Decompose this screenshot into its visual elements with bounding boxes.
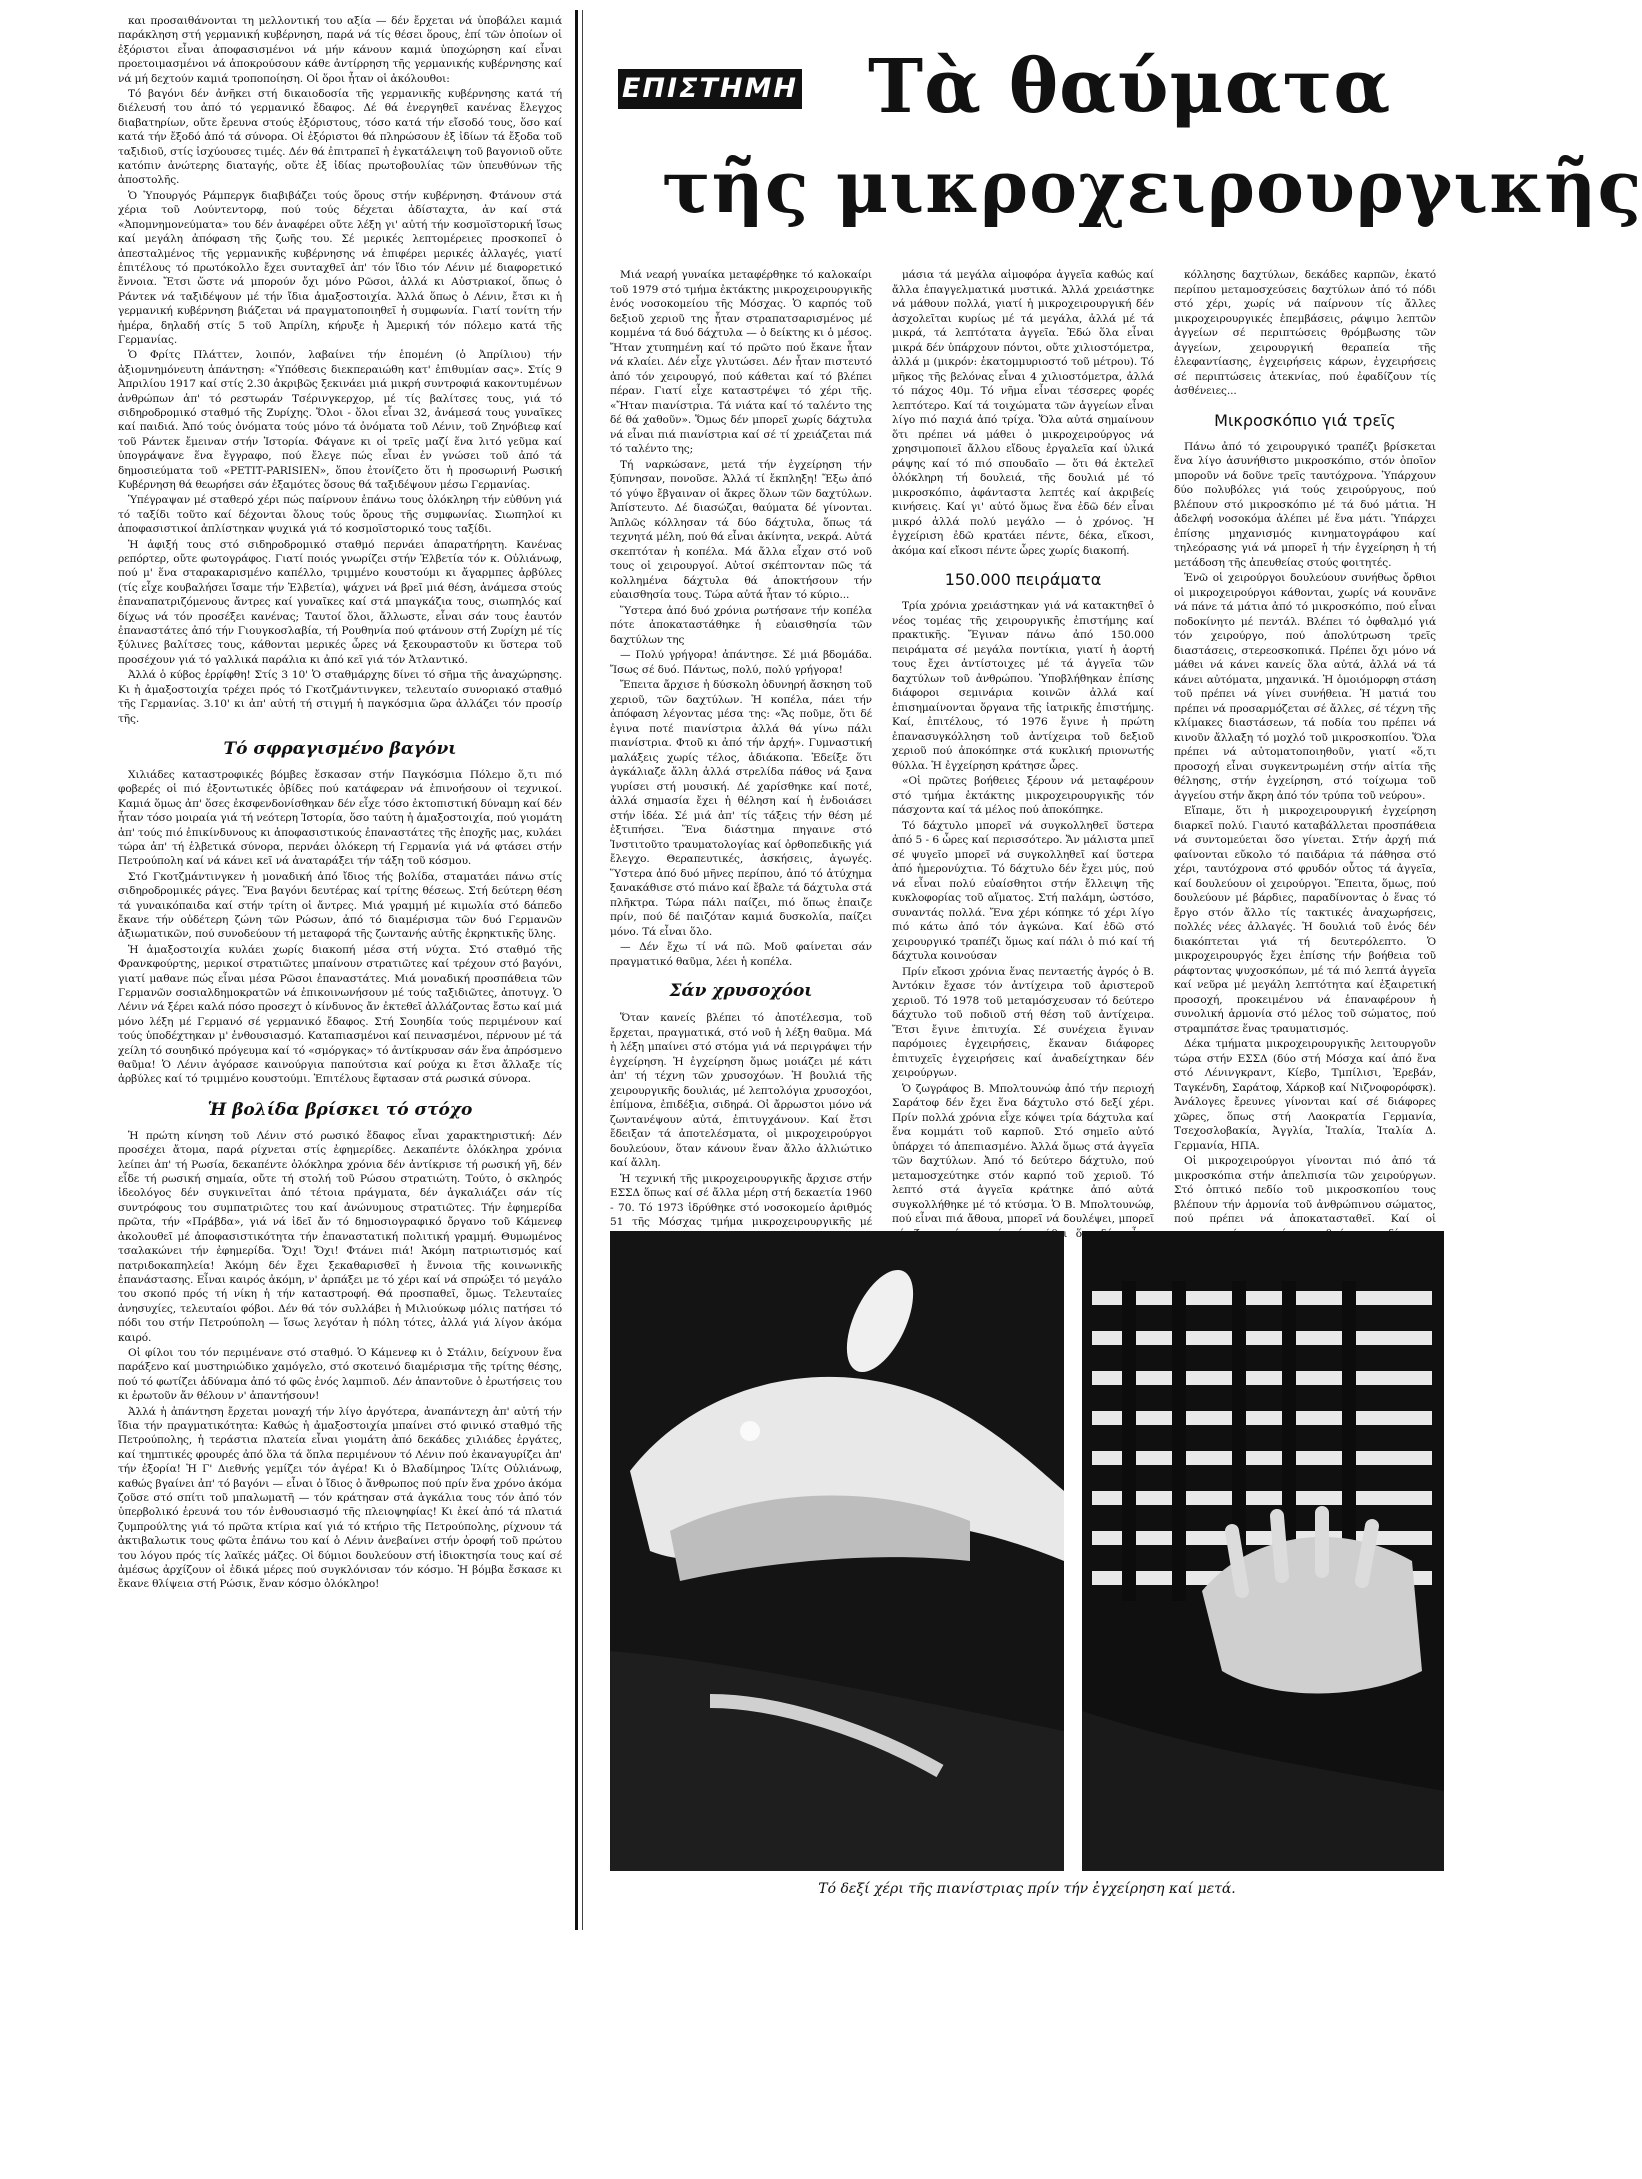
paragraph: — Πολύ γρήγορα! ἀπάντησε. Σέ μιά βδομάδα. Ἴσως σέ δυό. Πάντως, πολύ, πολύ γρήγορα! — [610, 649, 872, 676]
col3-paragraphs-a — [1174, 268, 1436, 399]
paragraph: Ἀλλά ὁ κύβος ἐρρίφθη! Στίς 3 10' Ὁ σταθμάρχης δίνει τό σῆμα τῆς ἀναχώρησης. Κι ἡ ἀμαξοστοιχία τρέχει πρός τό Γκοτζμάντινγκεν, τελευταίο συνοριακό σταθμό τῆς Γερμανίας. 3.10' κι ἀπ' αὐτή τή στιγμή ἡ παγκόσμια ὥρα ἀλλάζει τόν προσίρ τῆς. — [118, 669, 562, 725]
paragraph: κόλλησης δαχτύλων, δεκάδες καρπῶν, ἑκατό περίπου μεταμοσχεύσεις δαχτύλων ἀπό τό πόδι στό χέρι, χωρίς νά παίρνουν τίς ἄλλες μικροχειρουργικές ἐπεμβάσεις, ράψιμο λεπτῶν ἀγγείων σέ περιπτώσεις θρόμβωσης τῶν ἀγγείων, χειρουργική θεραπεία τῆς ἐλεφαντίασης, ἐγχειρήσεις κάρων, ἐγχειρήσεις σέ περιπτώσεις ἀτεκνίας, πού ἐφαδίζουν τίς ἀσθένειες... — [1174, 269, 1436, 397]
left-subhead-bolide: Ἡ βολίδα βρίσκει τό στόχο — [207, 1099, 473, 1120]
paragraph: «Οἱ πρῶτες βοήθειες ξέρουν νά μεταφέρουν στό τμήμα ἐκτάκτης μικροχειρουργικῆς τόν πάσχοντα καί τά μέλος πού ἀποκόπηκε. — [892, 775, 1154, 816]
paragraph: Τρία χρόνια χρειάστηκαν γιά νά κατακτηθεῖ ὁ νέος τομέας τῆς χειρουργικῆς ἐπιστήμης καί πρακτικῆς. Ἔγιναν πάνω ἀπό 150.000 πειράματα σέ μεγάλα ποντίκια, γιατί ἡ ἀορτή τους ἔχει ἀντίστοιχες μέ τά ἀγγεῖα τῶν δαχτύλων τοῦ ἀνθρώπου. Ὑποβλήθηκαν ἐπίσης διάφοροι σεμινάρια κοινῶν ἀλλά καί ἐπισημαίνονται ὅργανα τῆς ἰατρικῆς ἐπιστήμης. Καί, ἐπιτέλους, τό 1976 ἔγινε ἡ πρώτη ἐπανασυγκόλληση τοῦ ἀντίχειρα τοῦ δεξιοῦ χεριοῦ πού ἀποκόπηκε στά κυκλική πριονωτής θύλλα. Ἡ ἐγχείρηση κράτησε ὧρες. — [892, 600, 1154, 772]
column-divider — [575, 10, 578, 1930]
paragraph: Ἡ ἀμαξοστοιχία κυλάει χωρίς διακοπή μέσα στή νύχτα. Στό σταθμό τῆς Φρανκφούρτης, μερικοί στρατιῶτες μπαίνουν στρατιῶτες καί τρέχουν στό βαγόνι, γιατί μαθανε πώς εἶναι μέσα Ρῶσοι ἐπαναστάτες. Μιά μοναδική προσπάθεια τῶν Γερμανῶν σοσιαλδημοκρατῶν νά ἐπικοινωνήσουν μέ τούς ταξιδιῶτες, ἀποτυγχ. Ὁ Λένιν νά ξέρει καλά πόσο προσεχτ ὁ κίνδυνος ἄν ἐκτεθεῖ ἀλλάζοντας ἔστω καί μιά μόνο λέξη μέ Γερμανό σέ γερμανικό ἔδαφος. Στή Σουηδία τούς περιμένουν καί τούς ὑποδέχτηκαν μ' ἐνθουσιασμό. Καταπιασμένοι καί πεινασμένοι, πέρνουν μέ τά χείλη τό σουηδικό πρόγευμα καί τό «σμόργκας» τό ἀντίκρυσαν σάν ἕνα ἀπρόσμενο θαῦμα! Ὁ Λένιν ἀγόρασε καινούργια παπούτσια καί ρούχα κι ἔτσι ἄλλαξε τίς ἀρβύλες καί τό τριμμένο κουστούμι. Ἐπιτέλους ἔφτασαν στά ρωσικά σύνορα. — [118, 943, 562, 1086]
paragraph: Ὕστερα ἀπό δυό χρόνια ρωτήσανε τήν κοπέλα πότε ἀποκαταστάθηκε ἡ εὐαισθησία τῶν δαχτύλων της — [610, 604, 872, 646]
paragraph: Ὑπέγραψαν μέ σταθερό χέρι πώς παίρνουν ἐπάνω τους ὁλόκληρη τήν εὐθύνη γιά τό ταξίδι τοῦτο καί δέχονται ὅλους τούς ὅρους τῆς συμφωνίας. Σιωπηλοί κι ἀποφασιστικοί ἀπλίστηκαν ψυχικά γιά τό κοσμοϊστορικό τους ταξίδι. — [118, 494, 562, 536]
column-divider-thin — [582, 10, 583, 1930]
paragraph: Ὁ Ὑπουργός Ράμπεργκ διαβιβάζει τούς ὅρους στήν κυβέρνηση. Φτάνουν στά χέρια τοῦ Λούντεντορφ, πού τούς δέχεται ἀδίσταχτα, ἀν καί στά «Ἀπομνημονεύματα» του δέν ἀναφέρει οὔτε λέξη γι' αὐτή τήν κοσμοϊστορική ἴσως καί μεγάλη ἀπόφαση τῆς ζωῆς του. Σέ μερικές λεπτομέρειες προσκοπεῖ ὁ ἀπεσταλμένος τῆς γερμανικῆς κυβέρνησης νά ἐπιφέρει μερικές ἀλλαγές, γιατί ἐπιτέλους τό πρωτόκολλο ἔχει συνταχθεῖ ἀπ' τόν ἴδιο τόν Λένιν μέ διαφορετικό ἔννοια. Ἔτσι ὥστε νά μπορούν ὄχι μόνο Ρῶσοι, ἀλλά κι Αὐστριακοί, ὅπως ὁ Ράντεκ νά ταξιδέψουν μέ τήν ἴδια ἀμαξοστοιχία. Ἀλλά ὅπως ὁ Λένιν, ἔτσι κι ἡ γερμανική κυβέρνηση βιάζεται νά πραγματοποιηθεῖ ἡ συμφωνία. Γιατί τονίτη τήν ἡμέρα, δηλαδή στίς 5 τοῦ Ἀπρίλη, κήρυξε ἡ Ἀμερική τόν πόλεμο κατά τῆς Γερμανίας. — [118, 189, 562, 346]
right-article — [610, 36, 1642, 1936]
col2-paragraphs-b — [892, 599, 1154, 1271]
photo-caption: Τό δεξί χέρι τῆς πιανίστριας πρίν τήν ἐγχείρηση καί μετά. — [818, 1881, 1236, 1897]
paragraph: Ἡ πρώτη κίνηση τοῦ Λένιν στό ρωσικό ἔδαφος εἶναι χαρακτηριστική: Δέν προσέχει ἄτομα, παρά ρίχνεται στίς ἐφημερίδες. Δεκαπέντε ὁλόκληρα χρόνια λείπει ἀπ' τή Ρωσία, δεκαπέντε ὁλόκληρα χρόνια δέν ἀντίκρισε τή ρωσική γῆ, δέν εἶδε τή ρωσική σημαία, οὔτε τή στολή τοῦ Ρώσου στρατιώτη. Τούτο, ὁ σκληρός ἰδεολόγος δέν συγκινεῖται ἀπό τέτοια πράγματα, δέν ἀγκαλιάζει σάν τίς συντρόφους του συμπατριῶτες του καί ἀνώνυμους στρατιῶτες. Τήν ἐφημερίδα πρῶτα, τήν «Πράβδα», γιά νά ἰδεῖ ἄν τό δημοσιογραφικό ὄργανο τοῦ Κάμενεφ ἀκολουθεῖ μέ ἀποφασιστικότητα τήν ἐπαναστατική πολιτική γραμμή. Θυμωμένος τσαλακώνει τήν ἐφημερίδα. Ὄχι! Ὄχι! Φτάνει πιά! Ἀκόμη πατριωτισμός καί πατριδοκαπηλεία! Ἀκόμη δέν ἔχει ξεκαθαρισθεῖ ἡ ἔννοια τῆς κοινωνικῆς ἐπανάστασης. Εἶναι καιρός ἀκόμη, ν' ἀρπάξει με τό χέρι καί νά σπρώξει τό μεγάλο του σκοπό πρός τή νίκη ἡ τήν καταστροφή. Θά προσπαθεῖ, ὅμως. Τελευταίες ἀνησυχίες, τελευταίοι φόβοι. Δέν θά τόν συλλάβει ἡ Μιλιούκωφ μόλις πατήσει τό πόδι του στήν Πετρούπολη — ἴσως λεγόταν ἡ πόλη τότες, ἀλλά γιά λίγον ἀκόμα καιρό. — [118, 1129, 562, 1344]
hand-before-image — [610, 1231, 1064, 1871]
photo-hand-after-piano — [1082, 1231, 1444, 1871]
paragraph: Μιά νεαρή γυναίκα μεταφέρθηκε τό καλοκαίρι τοῦ 1979 στό τμήμα ἐκτάκτης μικροχειρουργικῆς ἑνός νοσοκομείου τῆς Μόσχας. Ὁ καρπός τοῦ δεξιοῦ χεριοῦ της ἦταν στραπατσαρισμένος μέ κομμένα τά δυό δάχτυλα — ὁ δείκτης κι ὁ μέσος. Ἤταν χτυπημένη καί τό πρῶτο πού ἔκανε ἦταν νά κλαίει. Δέν εἶχε γλυτώσει. Δέν ἦταν πιστευτό ἀπό τόν χειρουργό, πού κάθεται καί τό βλέπει πέραν. Γιατί εἶχε καταστρέψει τό χέρι τῆς. «Ἤταν πιανίστρια. Τά νιάτα καί τό ταλέντο της δέ θά χαθοῦν». Ὅμως δέν μπορεῖ χωρίς δάχτυλα νά εἶναι πιά πιανίστρια καί σέ τί χρειάζεται πιά τό ταλέντο της; — [610, 269, 872, 455]
paragraph: Ἡ τεχνική τῆς μικροχειρουργικῆς ἄρχισε στήν ΕΣΣΔ ὅπως καί σέ ἄλλα μέρη στή δεκαετία 1960 - 70. Τό 1973 ἱδρύθηκε στό νοσοκομείο ἀριθμός 51 τῆς Μόσχας τμήμα μικροχειρουργικῆς μέ — [610, 1172, 872, 1228]
col3-paragraphs-b — [1174, 440, 1436, 1271]
paragraph: Ἔπειτα ἄρχισε ἡ δύσκολη ὀδυνηρή ἄσκηση τοῦ χεριοῦ, τῶν δαχτύλων. Ἡ κοπέλα, πάει τήν ἀπόφαση λέγοντας μέσα της: «Ἄς ποῦμε, ὅτι δέ ἐγινα ποτέ πιανίστρια ἀλλά θά γίνω πάλι πιανίστρια. Φτοῦ κι ἀπό τήν ἀρχή». Γυμναστική μαλάξεις χωρίς τέλος, ἀδιάκοπα. Ἐδείξε ὅτι ἀγκάλιαζε ἄλλη ἀλλά στρελίδα πάθος νά ξανα γυρίσει στή μουσική. Δέ χαρίσθηκε καί ποτέ, ἀλλά σημασία ἔχει ἡ θέληση καί ἡ ἐνδοιάσει στήν ἰδέα. Σέ μιά ἀπ' τίς τάξεις τήν θέση μέ ἐξτιπήσει. Ἕνα διάστημα πηγαινε στό Ἰνστιτοῦτο τραυματολογίας καί ὀρθοπεδικῆς γιά ἔλεγχο. Θεραπευτικές, ἀσκήσεις, ἀγωγές. Ὕστερα ἀπό δυό μῆνες περίπου, ἀπό τό ἀτύχημα ξανακάθισε στό πιάνο καί ἔβαλε τά δάχτυλα στά πλῆκτρα. Τώρα πάλι παίζει, πιό ὅπως ἐπαιζε πρίν, πού δέ παιζόταν καμιά δυσκολία, παίζει μόνο. Τά εἶναι ὅλο. — [610, 679, 872, 938]
paragraph: Πάνω ἀπό τό χειρουργικό τραπέζι βρίσκεται ἕνα λίγο ἀσυνήθιστο μικροσκόπιο, στόν ὁποῖον μποροῦν νά δοῦνε τρεῖς ταυτόχρονα. Ὑπάρχουν δύο πολυβόλες γιά τούς χειρούργους, πού βλέπουν στό μικροσκόπιο μέ τά δυό μάτια. Ἡ ἀδελφή νοσοκόμα ἀλέπει μέ ἕνα μάτι. Ὑπάρχει ἐπίσης μηχανισμός κινηματογράφου καί τηλεόρασης γιά νά μπορεῖ ἡ τήν ἐγχείρηση ἡ τή μετάδοση τῆς ἀπευθείας στούς φοιτητές. — [1174, 440, 1436, 569]
paragraph: Πρίν εἴκοσι χρόνια ἕνας πενταετής ἀγρός ὁ Β. Ἀντόκιν ἔχασε τόν ἀντίχειρα τοῦ ἀριστεροῦ χεριοῦ. Τό 1978 τοῦ μεταμόσχευσαν τό δεύτερο δάχτυλο τοῦ ποδιοῦ στή θέση τοῦ ἀντίχειρα. Ἔτσι ἔγινε ἐπιτυχία. Σέ συνέχεια ἔγιναν παρόμοιες ἐγχειρήσεις, ἔκαναν διάφορες ἐπιτυχεῖς ἐγχειρήσεις καί ἀναδείχτηκαν δέν χειρούργων. — [892, 965, 1154, 1079]
paragraph: — Δέν ἔχω τί νά πῶ. Μοῦ φαίνεται σάν πραγματικό θαῦμα, λέει ἡ κοπέλα. — [610, 941, 872, 968]
left-paragraphs-2 — [118, 768, 562, 1087]
paragraph: Ὁ ζωγράφος Β. Μπολτουνώφ ἀπό τήν περιοχή Σαράτοφ δέν ἔχει ἕνα δάχτυλο στό δεξί χέρι. Πρίν πολλά χρόνια εἶχε κόψει τρία δάχτυλα καί ἕνα κομμάτι τοῦ καρποῦ. Στό σημεῖο αὐτό ὑπάρχει τό ἀπεπιασμένο. Ἀλλά ὅμως στά ἀγγεῖα τῶν δαχτύλων. Ἀπό τό δεύτερο δάχτυλο, πού μεταμοσχεύτηκε στόν καρπό τοῦ χεριοῦ. Τό λεπτό στά ἀγγεῖα κράτηκε ἀπό αὐτά συγκολλήθηκε μέ τό κτύσμα. Ὁ Β. Μπολτουνώφ, πού εἶναι πιά ἄθουα, μπορεῖ νά δουλέψει, μπορεῖ — [892, 1082, 1154, 1225]
left-paragraphs-3 — [118, 1129, 562, 1592]
paragraph: Ὁ Φρίτς Πλάττεν, λοιπόν, λαβαίνει τήν ἑπομένη (ὁ Ἀπρίλιου) τήν ἀξιομνημόνευτη ἀπάντηση: «Ὑπόθεσις διεκπεραιώθη κατ' ἐπιθυμίαν σας». Στίς 9 Ἀπριλίου 1917 καί στίς 2.30 ἀκριβῶς ξεκινάει μιά μικρή συντροφιά κακοντυμένων ἀνθρώπων ἀπ' τό ρεστωράν Τσέρινγκερχορ, μέ τίς βαλίτσες τους, γιά τό σιδηροδρομικό σταθμό τῆς Ζυρίχης. Ὅλοι - ὅλοι εἶναι 32, ἀνάμεσά τους γυναῖκες καί παιδιά. Ἀπό τούς ὀνόματα τούς μόνο τά ὀνόματα τοῦ Λένιν, τοῦ Ζηνόβιεφ καί τοῦ Ράντεκ ἔμειναν στήν Ἱστορία. Φάγανε κι οἱ τρεῖς μαζί ἕνα λιτό γεῦμα καί ὑπογράψανε ἕνα ἔγγραφο, πού ἔλεγε πώς εἶναι ἐν γνώσει τοῦ ἀπό τά δημοσιεύματα τοῦ «ΡΕΤΙΤ-PARISIEN», ὅπου ἐτονίζετο ὅτι ἡ προσωρινή Ρωσική Κυβέρνηση θά θεωρήσει σάν ἐξαμότες ὅσους θά ταξιδέψουν μέσω Γερμανίας. — [118, 349, 562, 491]
section-rubric: ΕΠΙΣΤΗΜΗ — [618, 69, 802, 109]
paragraph: Τή ναρκώσανε, μετά τήν ἐγχείρηση τήν ξύπνησαν, πονοῦσε. Ἀλλά τί ἔκπληξη! Ἔξω ἀπό τό γύψο ἔβγαιναν οἱ ἄκρες ὅλων τῶν δαχτύλων. Ἀπίστευτο. Δέ διασώζαι, θαύματα δέ γίνονται. Ἁπλῶς κόλλησαν τά δύο δάχτυλα, ὅπως τά τεχνητά μέλη, πού θά εἶναι ἀκίνητα, νεκρά. Αὐτά σκεπτόταν ἡ κοπέλα. Μά ἄλλα εἶχαν στό νοῦ τους οἱ χειρουργοί. Αὐτοί σκέπτονταν πῶς τά κολλημένα δάχτυλα θά ἀποκτήσουν τήν εὐαισθησία τους. Τώρα αὐτά ἦταν τό κύριο... — [610, 458, 872, 601]
paragraph: Ὅταν κανείς βλέπει τό ἀποτέλεσμα, τοῦ ἔρχεται, πραγματικά, στό νοῦ ἡ λέξη θαῦμα. Μά ἡ λέξη μπαίνει στό στόμα γιά νά περιγράψει τήν ἐγχείρηση. Ἡ ἐγχείρηση ὅμως μοιάζει μέ κάτι ἀπ' τή τέχνη τῶν χρυσοχόων. Ἡ βουλιά τῆς χειρουργικῆς δουλιάς, μέ λεπτολόγια χρυσοχόοι, ἐπίμονα, ἐπιδέξια, σιδηρά. Οἱ ἄρρωστοι μόνο νά ζωντανέψουν αὐτά, ἐπιτυγχάνουν. Καί ἔτσι ἔδειξαν τά ἀποτελέσματα, οἱ μικροχειρούργοι δουλεύουν, ὅταν κάνουν ἕναν ἄλλο ἀλλιώτικο καί ἄλλη. — [610, 1012, 872, 1169]
paragraph: μάσια τά μεγάλα αἱμοφόρα ἀγγεῖα καθώς καί ἄλλα ἐπαγγελματικά μυστικά. Ἀλλά χρειάστηκε νά μάθουν πολλά, γιατί ἡ μικροχειρουργική δέν ἀσχολεῖται κυρίως μέ τά μεγάλα, ἀλλά μέ τά μικρά, τά λεπτότατα ἀγγεῖα. Ἐδώ ὅλα εἶναι μικρά δέν ὑπάρχουν πόντοι, οὔτε χιλιοστόμετρα, ἀλλά μ (μικρόν: ἑκατομμυριοστό τοῦ μέτρου). Τό μῆκος τῆς βελόνας εἶναι 4 χιλιοστόμετρα, ἀλλά τό πάχος 40μ. Τό νῆμα εἶναι τέσσερες φορές λεπτότερο. Καί τά τοιχώματα τῶν ἀγγείων εἶναι λίγο πιό παχιά ἀπό τρίχα. Ὅλα αὐτά σημαίνουν ὅτι πρέπει νά μάθει ὁ μικροχειρούργος νά χρησιμοποιεῖ ἄλλου εἴδους ἐργαλεῖα καί ὑλικά ράψης καί τό πιό σπουδαῖο — ὅτι θά ἐκτελεῖ ὁλόκληρη τή δουλειά, τῆς δουλιά μέ τό μικροσκόπιο, ἀφάνταστα λεπτές καί ἀκριβείς κινήσεις. Καί γι' αὐτό ὅμως ἕνα ἐδῶ δέν εἶναι μικρό ἀλλά πολύ μεγάλο — ὁ χρόνος. Ἡ ἐγχείριση ἐδῶ κρατάει πέντε, δέκα, εἴκοσι, ἀκόμα καί εἴκοσι πέντε ὧρες χωρίς διακοπή. — [892, 269, 1154, 557]
left-paragraphs-1 — [118, 14, 562, 726]
paragraph: Τό δάχτυλο μπορεῖ νά συγκολληθεῖ ὕστερα ἀπό 5 - 6 ὧρες καί περισσότερο. Ἄν μάλιστα μπεῖ σέ ψυγεῖο μπορεῖ νά συγκολληθεῖ καί ὕστερα ἀπό ἡμερονύχτια. Τό δάχτυλο δέν ἔχει μύς, πού νά εἶναι πολύ εὐαίσθητοι στήν ἔλλειψη τῆς κυκλοφορίας τοῦ αἵματος. Στή παλάμη, ὡστόσο, συναντάς πολλά. Ἔνα χέρι κόπηκε τό χέρι λίγο πιό κάτω ἀπό τόν ἀγκώνα. Καί ἐδῶ στό χειρουργικό τραπέζι ὅμως καί πάλι ὁ πιό καί τή δάχτυλα κοινούσαν — [892, 819, 1154, 962]
left-article — [118, 14, 562, 1929]
paragraph: Χιλιάδες καταστροφικές βόμβες ἔσκασαν στήν Παγκόσμια Πόλεμο ὅ,τι πιό φοβερές οἱ πιό ἐξοντωτικές ὀβίδες πού κατάφεραν νά ἐπινοήσουν οἱ τεχνικοί. Καμιά ὅμως ἀπ' ὅσες ἐκσφενδονίσθηκαν δέν εἶχε τόσο ἐκτοπιστική δύναμη καί δέν ἦταν τόσο μοιραία γιά τή νεότερη Ἱστορία, ὅσο ταύτη ἡ ἀμαξοστοιχία, πού γιομάτη ἀπ' τούς πιό ἐπικίνδυνους κι ἀποφασιστικούς ἐπαναστάτες τῆς ἐποχῆς μας, κυλάει τώρα ἀπ' τή ἑλβετικά σύνορα, περνάει ὁλόκερη τή Γερμανία γιά νά φτάσει στήν Πετρούπολη καί νά κάνει κεῖ νά ἀναταράξει τήν τάξη τοῦ κόσμου. — [118, 768, 562, 868]
article-header — [610, 36, 1642, 266]
headline-line-1: Τὰ θαύματα — [868, 44, 1392, 130]
photo-strip — [610, 1231, 1444, 1871]
photo-hand-before — [610, 1231, 1064, 1871]
paragraph: Οἱ φίλοι του τόν περιμένανε στό σταθμό. Ὁ Κάμενεφ κι ὁ Στάλιν, δείχνουν ἕνα παράξενο καί μυστηριώδικο χαμόγελο, στό σκοτεινό διαμέρισμα τῆς τρίτης θέσης, πού τό φωτίζει ἀδύναμα ἀπό τό φῶς ἑνός λαμπιοῦ. Δέν ἀπαντοῦνε ὁ ἐρωτήσεις του κι ἐρωτοῦν ἄν θέλουν ν' ἀπαντήσουν! — [118, 1346, 562, 1403]
headline-line-2: τῆς μικροχειρουργικῆς — [662, 144, 1642, 229]
subhead-microscope: Μικροσκόπιο γιά τρεῖς — [1214, 410, 1396, 430]
col1-paragraphs-a — [610, 268, 872, 969]
paragraph: και προσαιθάνονται τη μελλοντική του αξία — δέν ἔρχεται νά ὑποβάλει καμιά παράκληση στή γερμανική κυβέρνηση, παρά νά τίς θέσει ὅρους, ἐπί τῶν ὁποίων οἱ ἐξόριστοι εἶναι ἀποφασισμένοι νά μήν κάνουν καμιά ὑποχώρηση καί εἶναι προετοιμασμένοι νά ἀποκρούσουν κάθε ἀντίρρηση τῆς γερμανικής κυβέρνησης καί νά μή δεχτούν καμιά τροποποίηση. Οἱ ὅροι ἦταν οἱ ἀκόλουθοι: — [118, 15, 562, 85]
paragraph: Εἴπαμε, ὅτι ἡ μικροχειρουργική ἐγχείρηση διαρκεῖ πολύ. Γιαυτό καταβάλλεται προσπάθεια νά συντομεύεται ὅσο γίνεται. Στήν ἀρχή πιά φαίνονται εὔκολο τό παιδάρια τά πάθησα στό χέρι, ταυτόχρονα στό φρυδόν οὗτος τά ἀγγεῖα, καί δουλεύουν οἱ χειρούργοι. Ἔπειτα, ὅμως, πού δουλεύουν μέ βάρδιες, παραδίνοντας ὁ ἕνας τό ἔργο στόν ἄλλο τίς τακτικές ἀναχωρήσεις, πολλές νέες ἀλλαγές. Ἡ δουλιά τοῦ ἑνός δέν διακόπτεται γιά τή δευτερόλεπτο. Ὁ μικροχειρουργός ἔχει ἐπίσης τήν βοήθεια τοῦ ράφτοντας ψυχοσκόπων, μέ τά πιό λεπτά ἀγγεῖα καί νεῦρα μέ μεγάλη λεπτότητα καί ἐξαιρετική προσοχή, προκειμένου νά ἐπαναφέρουν ἡ συνολική ἁρμονία στό μέλος τοῦ σώματος, πού στραμπάτσε ἕνας τραυματισμός. — [1174, 805, 1436, 1035]
left-subhead-sealed-wagon: Τό σφραγισμένο βαγόνι — [223, 738, 457, 759]
col2-paragraphs-a — [892, 268, 1154, 558]
paragraph: Στό Γκοτζμάντινγκεν ἡ μοναδική ἀπό ἴδιος τής βολίδα, σταματάει πάνω στίς σιδηροδρομικές ράγες. Ἕνα βαγόνι δευτέρας καί τρίτης θέσεως. Στή δεύτερη θέση τά γυναικόπαιδα καί στήν τρίτη οἱ ἄντρες. Μιά γραμμή μέ κιμωλία στό δάπεδο ἔκανε τήν οὐδέτερη ζώνη τῶν Ρώσων, ἀπό τό διαμέρισμα τῶν δυό Γερμανῶν ἀξιωματικῶν, πού συνοδεύουν τή μεταφορά τῆς ζωντανής αὐτῆς ἐκρηκτικῆς ὕλης. — [118, 870, 562, 941]
subhead-experiments: 150.000 πειράματα — [944, 570, 1102, 589]
paragraph: Οἱ μικροχειρούργοι γίνονται πιό ἀπό τά μικροσκόπια στήν ἀπελπισία τῶν χειρούργων. Στό ὀπτικό πεδίο τοῦ μικροσκοπίου τους βλέπουν τήν ἁρμονία τοῦ ἀνθρώπινου σώματος, πού πρέπει νά ἀποκατασταθεῖ. Καί οἱ — [1174, 1155, 1436, 1225]
paragraph: Δέκα τμήματα μικροχειρουργικῆς λειτουργοῦν τώρα στήν ΕΣΣΔ (δύο στή Μόσχα καί ἀπό ἕνα στό Λένινγκραντ, Κίεβο, Τμπίλισι, Ἐρεβάν, Ταγκένδη, Σαράτοφ, Χάρκοβ καί Νιζνοφορόφσκ). Ἀνάλογες ἔρευνες γίνονται καί σέ διάφορες χῶρες, ὅπως στή Λαοκρατία Γερμανία, Τσεχοσλοβακία, Ἀγγλία, Ἰταλία, Ἰταλία Δ. Γερμανία, ΗΠΑ. — [1174, 1038, 1436, 1152]
article-columns — [610, 268, 1444, 1233]
article-column-1 — [610, 268, 872, 1233]
piano-hand-image — [1082, 1231, 1444, 1871]
article-column-2 — [892, 268, 1154, 1233]
subhead-goldsmiths: Σάν χρυσοχόοι — [669, 981, 813, 1001]
article-column-3 — [1174, 268, 1436, 1233]
paragraph: Ἀλλά ἡ ἀπάντηση ἔρχεται μοναχή τήν λίγο ἀργότερα, ἀναπάντεχη ἀπ' αὐτή τήν ἴδια τήν πραγματικότητα: Καθώς ἡ ἀμαξοστοιχία μπαίνει στό φινικό σταθμό τῆς Πετρούπολης, ἡ τεράστια πλατεία εἶναι γιομάτη ἀπό δεκάδες χιλιάδες ἐργάτες, καί τημπτικές φρουρές ἀπό ὅλα τά ὅπλα περιμένουν τό Λένιν πού ἐκαναγυρίζει ἀπ' τήν ἐξορία! Ἡ Γ' Διεθνής γεμίζει τόν ἀγέρα! Κι ὁ Βλαδίμηρος Ἰλίτς Οὐλιάνωφ, καθώς βγαίνει ἀπ' τό βαγόνι — εἶναι ὁ ἴδιος ὁ ἄνθρωπος πού πρίν ἕνα χρόνο ἀκόμα ζοῦσε στό σπίτι τοῦ μπαλωματῆ — τόν κράτησαν στά ἀγκάλια τους τόν ἀπό τόν ὑπερβολικό ἐρευνά του τόν ἐνθουσιασμό τῆς πλειοψηφίας! Κι ἐκεί ἀπό τά πλατιά ζυμπρούλτης γιά τό πρῶτα κτίρια καί γιά τό κτήριο τῆς Πετρούπολης, ρίχνουν τά ἀκτιβαλωτικ τους φῶτα ἐπάνω του καί ὁ Λένιν ἀνεβαίνει στήν ὀροφή τοῦ πρώτου του λόγου πρός τίς λαϊκές μάζες. Οἱ δύμιοι δουλεύουν στή ἱδιοκτησία τους καί σέ ἀμέσως ἀρχίζουν οἱ ἐδικά μέρες πού συγκλόνισαν τόν κόσμο. Ἡ βόμβα ἔσκασε κι ἔκανε θλίψεια στή Ρώσικ, ἕναν κόσμο ὁλόκληρο! — [118, 1405, 562, 1591]
paragraph: Τό βαγόνι δέν ἀνῆκει στή δικαιοδοσία τῆς γερμανικῆς κυβέρνησης κατά τή διέλευσή του ἀπό τό γερμανικό ἔδαφος. Δέ θά ἐνεργηθεῖ κανένας ἔλεγχος διαβατηρίων, οὔτε ἔρευνα στούς ἐξόριστους, τόσο κατά τήν εἴσοδό τους, ὅσο καί κατά τήν ἔξοδό ἀπό τά σύνορα. Οἱ ἐξόριστοι θά πληρώσουν ἐξ ἰδίων τά ἔξοδα τοῦ ταξιδιοῦ, στίς ἰσχύουσες τιμές. Δέν θά ἐπιτραπεῖ ἡ ἐγκατάλειψη τοῦ βαγονιοῦ οὔτε κατόπιν ἀνώτερης διαταγής, οὔτε ἐξ ἰδίας πρωτοβουλίας τῶν ὑπευθύνων τῆς ἀποστολῆς. — [118, 88, 562, 187]
paragraph: Ἐνῶ οἱ χειρούργοι δουλεύουν συνήθως ὄρθιοι οἱ μικροχειρούργοι κάθονται, χωρίς νά κουνᾶνε νά πάνε τά μάτια ἀπό τό μικροσκόπιο, πού εἶναι ποδοκίνητο μέ πεντάλ. Βλέπει τό ὀφθαλμό γιά τόν χειρούργο, πού ἀπολύτρωση τρεῖς διαστάσεις, στερεοσκοπικά. Πρέπει ὄχι μόνο νά μάθει νά κάνει κανείς ὅλα αὐτά, ἀλλά νά τά κάνει αὐτόματα, μηχανικά. Ἡ ὁμοιόμορφη στάση τοῦ πρέπει νά γίνει συνήθεια. Ἡ ματιά του πρέπει νά προσαρμόζεται σέ ἄλλες, σέ τέχνη τῆς κλίμακες διαστάσεων, τά ποδία του πρέπει νά κινοῦν ἄλλαξη τό μοχλό τοῦ μικροσκοπίου. Ὅλα πρέπει νά αὐτοματοποιηθοῦν, γιατί «ὅ,τι προσοχή εἶναι συγκεντρωμένη στήν αἰτία τῆς θέλησης, στήν ἐγχείρηση, στό τοίχωμα τοῦ ἀγγείου στήν ἄκρη ἀπό τόν τρύπα τοῦ νεύρου». — [1174, 572, 1436, 802]
paragraph: Ἡ ἀφιξή τους στό σιδηροδρομικό σταθμό περνάει ἀπαρατήρητη. Κανένας ρεπόρτερ, οὔτε φωτογράφος. Γιατί ποιός γνωρίζει στήν Ἑλβετία τόν κ. Οὐλιάνωφ, πού μ' ἕνα σταρακαρισμένο καπέλλο, τριμμένο κουστούμι κι ἄγαρμπες ἀρβύλες (τίς εἶχε κουβαλήσει ἴσαμε τήν Ἑλβετία), ψάχνει νά βρεῖ μιά θέση, ἀνάμεσα στούς ἐπαναπατριζόμενους ἄντρες καί γυναῖκες καί στά μπαγκάζια τους, σιωπηλός καί δίχως νά τόν προσέξει κανένας; Ταυτοί ὅλοι, ἄλλωστε, εἶναι σάν τους ἑαυτόν ἐπαναστάτες ἀπό τήν Γιουγκοσλαβία, τή Ρουθηνία πού φτάνουν στή Ζυρίχη μέ τίς ξύλινες βαλίτσες τους, κάθονται μερικές ὧρες νά ξεκουραστοῦν κι ὕστερα τοῦ προσέχουν γιά τό γαλλικά παράλια κι ἀπό κεῖ γιά τόν Ἀτλαντικό. — [118, 538, 562, 666]
